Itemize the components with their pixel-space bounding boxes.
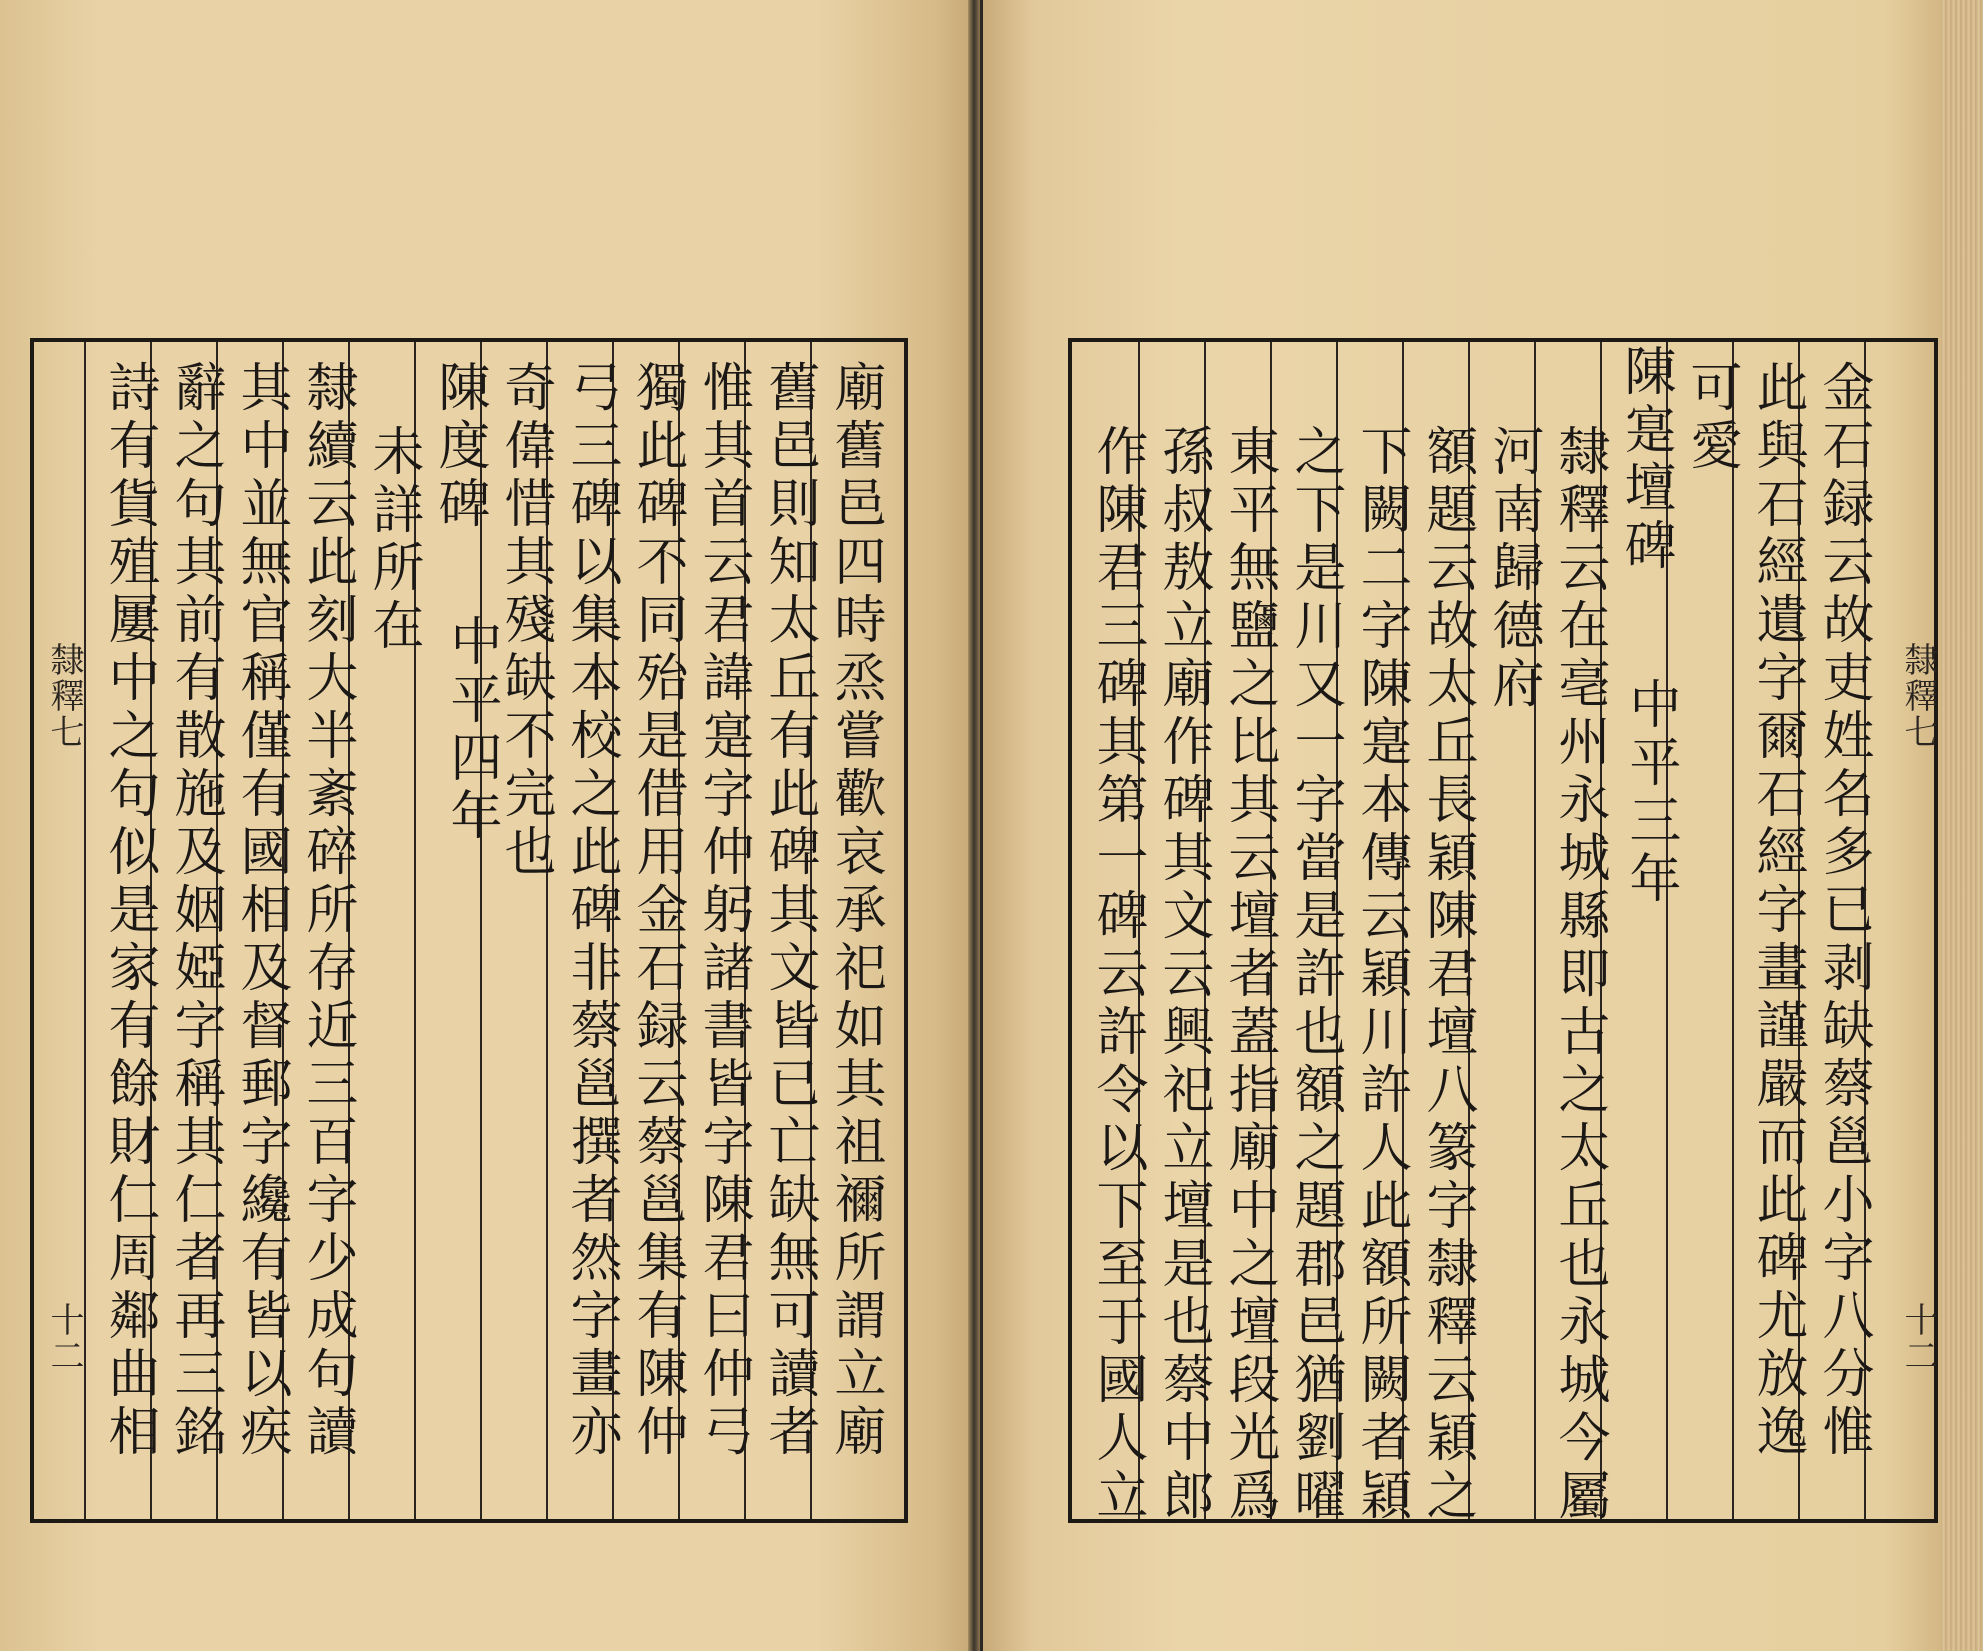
text-column: 隸釋云在亳州永城縣即古之太丘也永城今屬 bbox=[1549, 424, 1609, 1526]
text-column: 奇偉惜其殘缺不完也 bbox=[495, 360, 555, 882]
stele-title: 陳度碑 bbox=[429, 360, 489, 534]
margin-title: 隸釋七 bbox=[44, 642, 84, 750]
left-page-text-frame bbox=[30, 338, 908, 1523]
date-note: 中平三年 bbox=[1620, 677, 1680, 909]
text-column: 可愛 bbox=[1681, 360, 1741, 476]
text-column: 廟舊邑四時烝嘗歡哀承祀如其祖禰所謂立廟 bbox=[825, 360, 885, 1462]
right-page bbox=[983, 0, 1983, 1651]
text-column: 孫叔敖立廟作碑其文云興祀立壇是也蔡中郎 bbox=[1153, 424, 1213, 1526]
margin-title: 隸釋七 bbox=[1898, 642, 1938, 750]
text-column: 額題云故太丘長穎陳君壇八篆字隸釋云穎之 bbox=[1417, 424, 1477, 1526]
location-note: 未詳所在 bbox=[363, 424, 423, 656]
date-note: 中平四年 bbox=[441, 614, 501, 846]
text-column: 下闕二字陳寔本傳云穎川許人此額所闕者穎 bbox=[1351, 424, 1411, 1526]
text-column: 獨此碑不同殆是借用金石録云蔡邕集有陳仲 bbox=[627, 360, 687, 1462]
text-column: 舊邑則知太丘有此碑其文皆已亡缺無可讀者 bbox=[759, 360, 819, 1462]
text-column: 辭之句其前有散施及姻婭字稱其仁者再三銘 bbox=[165, 360, 225, 1462]
text-column: 之下是川又一字當是許也額之題郡邑猶劉曜 bbox=[1285, 424, 1345, 1526]
leaf-number: 十二 bbox=[44, 1302, 84, 1374]
leaf-number: 十二 bbox=[1898, 1302, 1938, 1374]
text-column: 其中並無官稱僅有國相及督郵字纔有皆以疾 bbox=[231, 360, 291, 1462]
page-edges bbox=[1941, 0, 1983, 1651]
text-column: 河南歸德府 bbox=[1483, 424, 1543, 714]
text-column: 東平無鹽之比其云壇者蓋指廟中之壇段光爲 bbox=[1219, 424, 1279, 1526]
text-column: 詩有貨殖屢中之句似是家有餘財仁周鄰曲相 bbox=[99, 360, 159, 1462]
left-page bbox=[0, 0, 973, 1651]
text-column: 作陳君三碑其第一碑云許令以下至于國人立 bbox=[1087, 424, 1147, 1526]
text-column: 惟其首云君諱寔字仲躬諸書皆字陳君曰仲弓 bbox=[693, 360, 753, 1462]
text-column: 隸續云此刻大半紊碎所存近三百字少成句讀 bbox=[297, 360, 357, 1462]
text-column: 弓三碑以集本校之此碑非蔡邕撰者然字畫亦 bbox=[561, 360, 621, 1462]
right-page-text-frame bbox=[1068, 338, 1938, 1526]
stele-title: 陳寔壇碑 bbox=[1615, 344, 1675, 576]
text-column: 金石録云故吏姓名多已剥缺蔡邕小字八分惟 bbox=[1813, 360, 1873, 1462]
text-column: 此與石經遺字爾石經字畫謹嚴而此碑尤放逸 bbox=[1747, 360, 1807, 1462]
book-gutter bbox=[968, 0, 980, 1651]
